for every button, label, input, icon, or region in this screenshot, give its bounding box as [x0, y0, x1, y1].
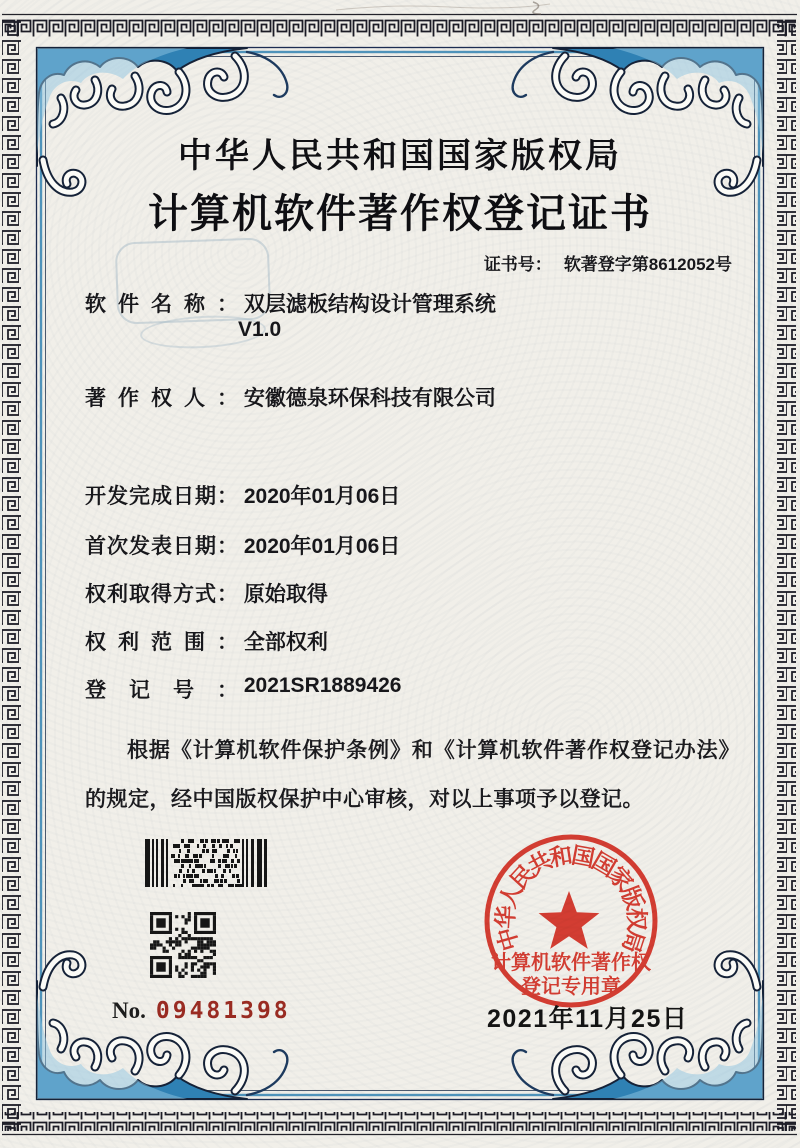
certificate-number-label: 证书号：	[483, 255, 552, 274]
field-row-first-publish-date	[85, 530, 400, 560]
seal-line2: 登记专用章	[521, 976, 621, 998]
field-value-dev-complete-date: 2020年01月06日	[243, 485, 401, 508]
serial-number: 09481398	[155, 998, 291, 1024]
official-seal	[482, 832, 660, 1012]
field-value-copyright-owner: 安徽德泉环保科技有限公司	[243, 387, 496, 410]
serial-prefix: No.	[112, 998, 146, 1023]
serial-number-line	[112, 997, 291, 1024]
svg-text:国: 国	[569, 842, 597, 872]
svg-text:国: 国	[587, 848, 620, 882]
field-label-registration-number: 登记号：	[85, 679, 238, 702]
svg-text:版: 版	[615, 882, 648, 914]
issue-date: 2021年11月25日	[487, 1005, 689, 1033]
field-row-dev-complete-date	[85, 480, 400, 510]
field-value-software-version: V1.0	[238, 318, 282, 341]
field-value-acquisition-method: 原始取得	[243, 583, 328, 606]
svg-text:家: 家	[603, 862, 638, 896]
barcode-icon	[145, 839, 267, 887]
svg-text:华: 华	[492, 904, 520, 930]
field-row-software-name	[85, 288, 496, 341]
handwriting-mark	[300, 0, 580, 16]
certificate-title: 计算机软件著作权登记证书	[148, 191, 652, 236]
field-row-acquisition-method	[85, 578, 328, 608]
certificate-number-line	[484, 250, 732, 275]
field-label-dev-complete-date: 开发完成日期：	[85, 485, 238, 508]
svg-text:权: 权	[623, 907, 649, 932]
seal-line1: 计算机软件著作权	[491, 952, 651, 974]
field-value-software-name: 双层滤板结构设计管理系统	[243, 293, 496, 316]
svg-text:人: 人	[495, 880, 528, 912]
field-label-acquisition-method: 权利取得方式：	[85, 583, 238, 606]
svg-text:民: 民	[506, 860, 540, 895]
svg-text:局: 局	[617, 926, 649, 956]
field-row-rights-scope	[85, 626, 328, 656]
svg-text:共: 共	[524, 847, 557, 881]
field-label-rights-scope: 权利范围：	[85, 631, 238, 654]
barcode-graphic	[145, 839, 267, 887]
meander-band-top	[2, 19, 796, 38]
svg-text:中: 中	[493, 924, 524, 954]
field-row-registration-number	[85, 674, 402, 704]
svg-text:和: 和	[547, 842, 575, 871]
field-row-copyright-owner	[85, 382, 496, 412]
field-value-first-publish-date: 2020年01月06日	[243, 535, 401, 558]
qr-code-graphic	[150, 912, 216, 978]
certificate-number-value: 软著登字第8612052号	[563, 255, 732, 274]
authority-title: 中华人民共和国国家版权局	[178, 138, 622, 175]
qr-code-icon	[150, 912, 216, 978]
registration-statement: 根据《计算机软件保护条例》和《计算机软件著作权登记办法》的规定，经中国版权保护中心审核，对以上事项予以登记。	[85, 739, 740, 811]
field-label-copyright-owner: 著作权人：	[85, 387, 238, 410]
field-value-rights-scope: 全部权利	[243, 631, 328, 654]
field-value-registration-number: 2021SR1889426	[243, 674, 402, 697]
field-label-first-publish-date: 首次发表日期：	[85, 535, 238, 558]
meander-band-bottom	[2, 1112, 796, 1131]
field-label-software-name: 软件名称：	[85, 293, 238, 316]
seal-star-icon	[539, 891, 600, 949]
